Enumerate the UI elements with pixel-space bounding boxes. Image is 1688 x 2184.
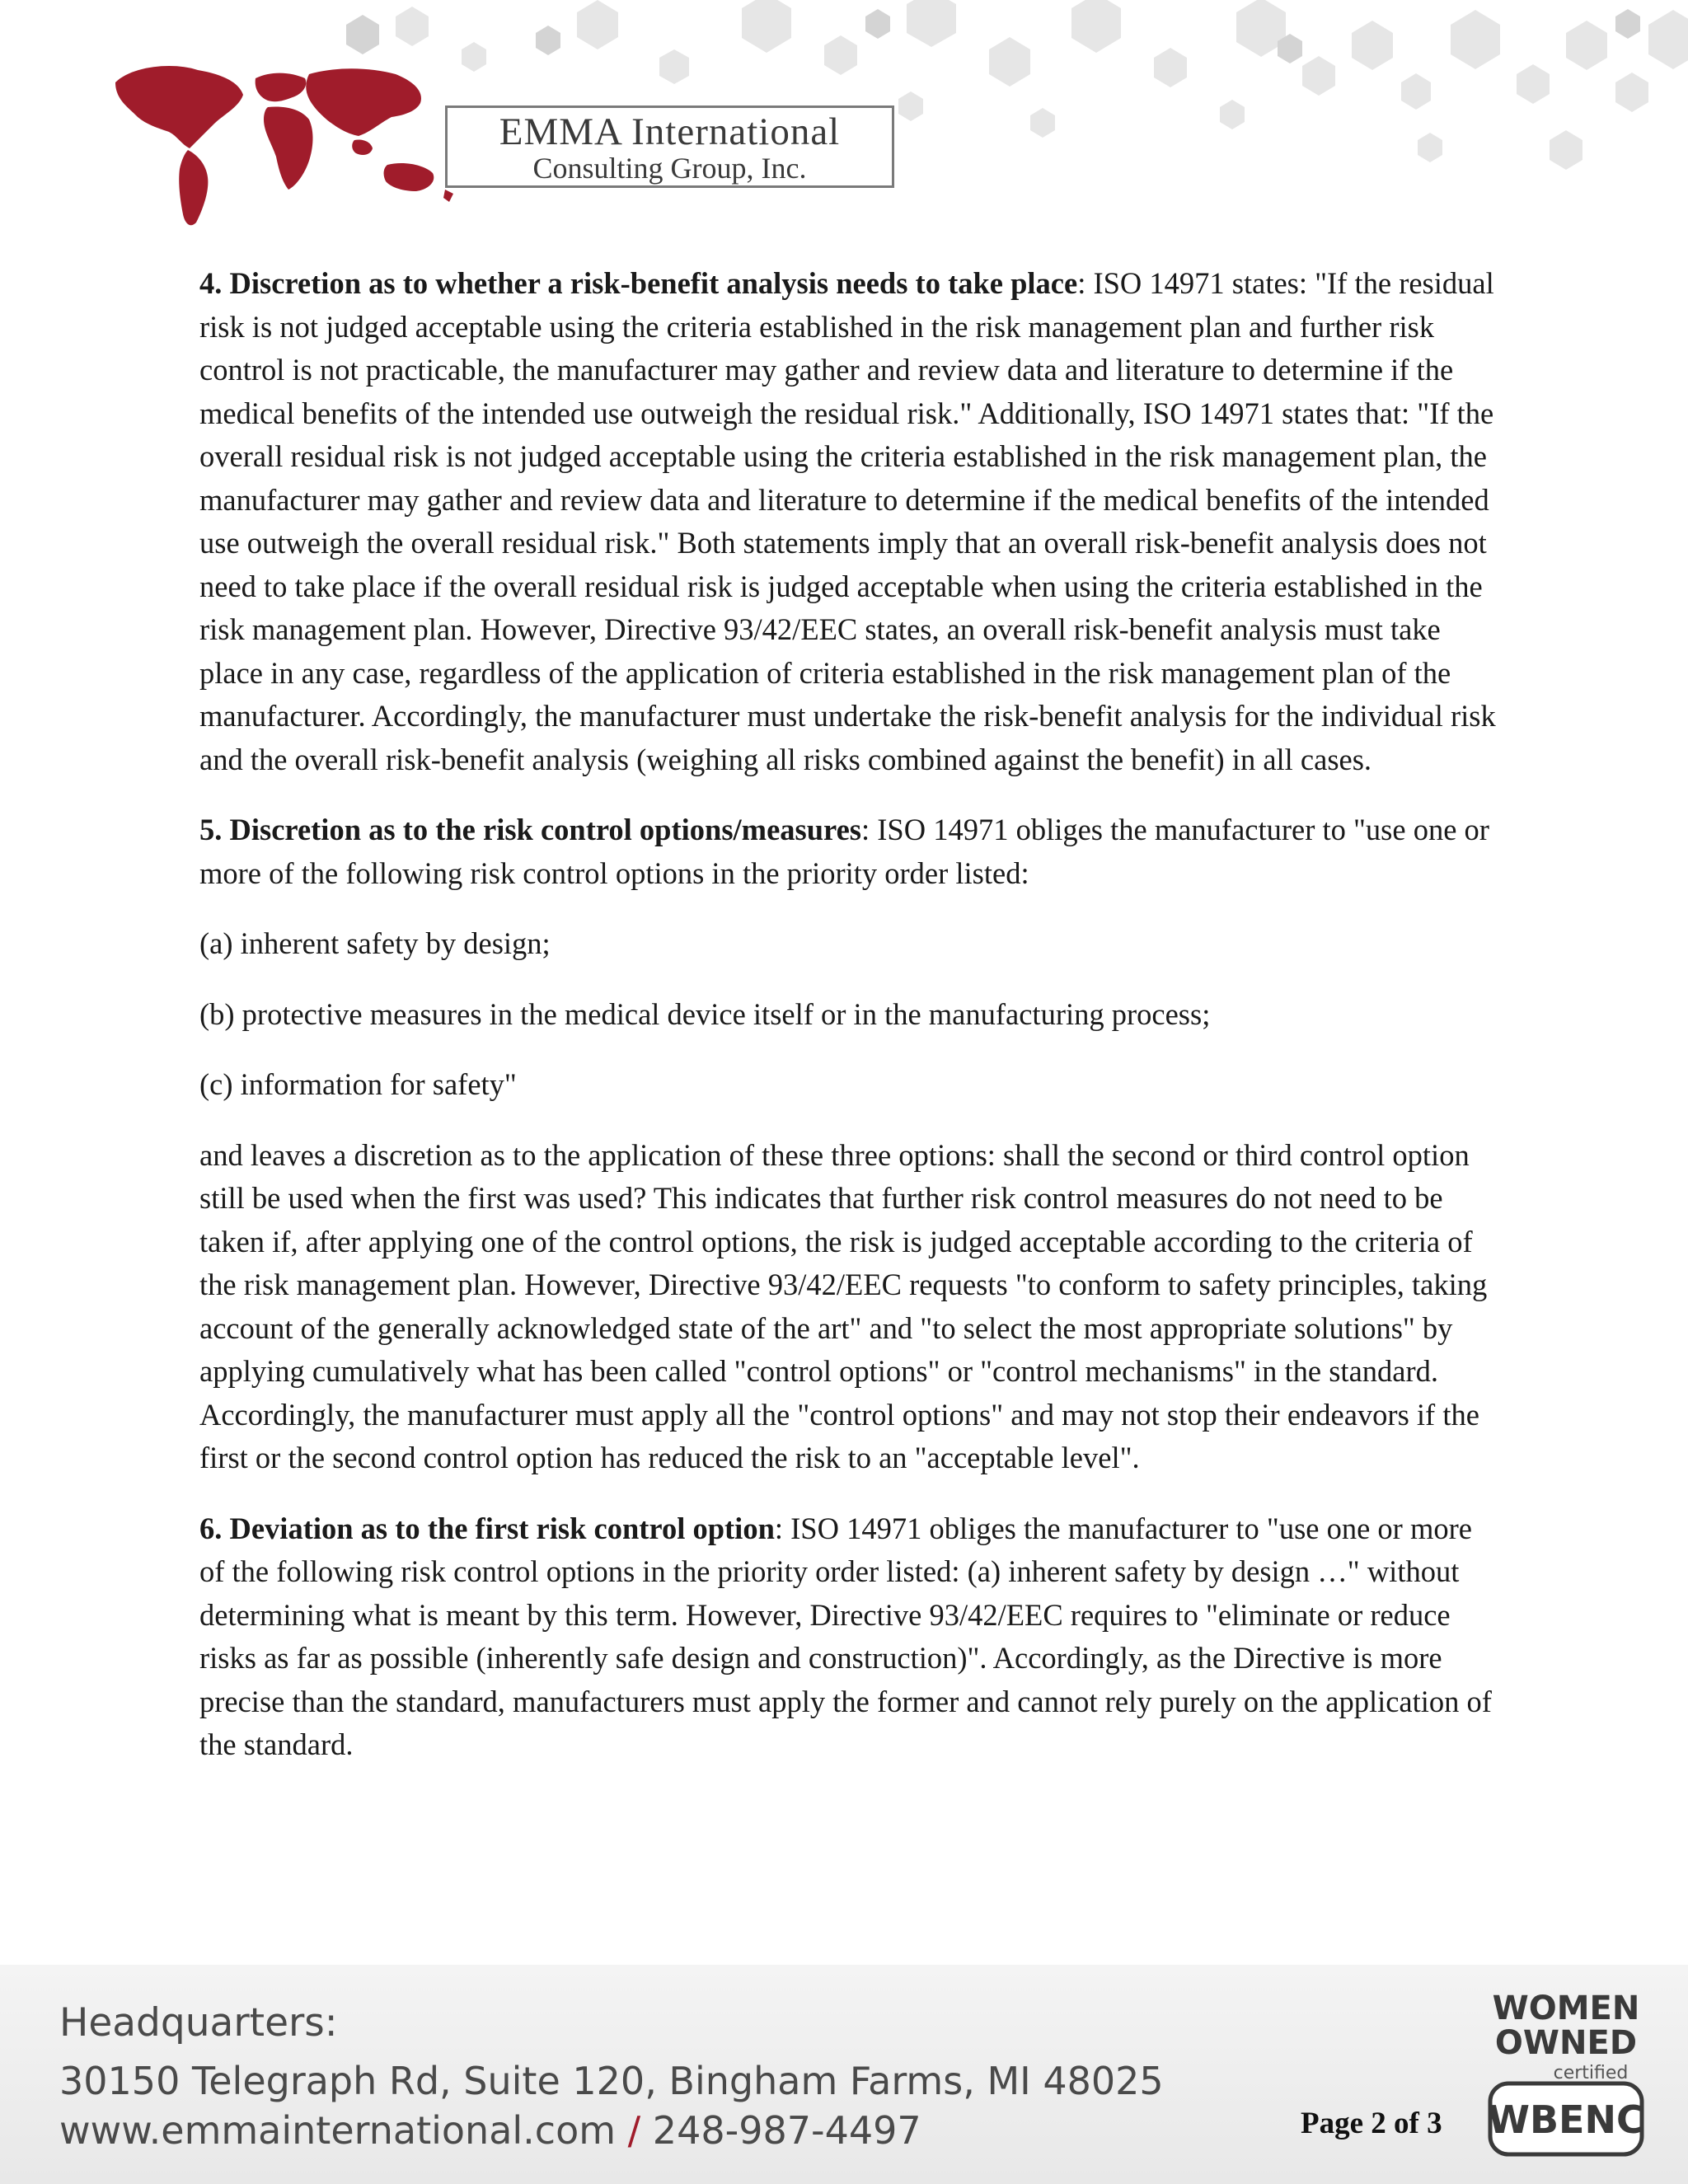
paragraph-4-heading: 4. Discretion as to whether a risk-benefit analysis needs to take place bbox=[199, 266, 1078, 300]
option-a: (a) inherent safety by design; bbox=[199, 926, 551, 960]
logo-company-name: EMMA International bbox=[499, 110, 841, 153]
paragraph-6-heading: 6. Deviation as to the first risk control option bbox=[199, 1511, 775, 1545]
paragraph-4 bbox=[199, 262, 1502, 781]
paragraph-5-heading: 5. Discretion as to the risk control options/measures bbox=[199, 813, 861, 846]
world-map-logo bbox=[99, 58, 462, 239]
footer-headquarters-label: Headquarters: bbox=[59, 2000, 338, 2046]
footer-address: 30150 Telegraph Rd, Suite 120, Bingham Farms, MI 48025 bbox=[59, 2059, 1164, 2103]
footer-contact bbox=[59, 2106, 921, 2155]
women-owned-wbenc-badge bbox=[1484, 1986, 1648, 2168]
paragraph-5 bbox=[199, 808, 1502, 895]
badge-owned-text: OWNED bbox=[1494, 2024, 1638, 2062]
badge-wbenc-text: WBENC bbox=[1488, 2097, 1644, 2142]
option-b: (b) protective measures in the medical device itself or in the manufacturing process; bbox=[199, 996, 1211, 1031]
paragraph-5-continued: and leaves a discretion as to the application of these three options: shall the second or third control option still be used when the first was used? This indicates that further risk control measures do not need to be taken if, after applying one of the control options, the risk is judged acceptable according to the criteria of the risk management plan. However, Directive 93/42/EEC requests "to conform to safety principles, taking account of the generally acknowledged state of the art" and "to select the most appropriate solutions" by applying cumulatively what has been called "control options" or "control mechanisms" in the standard. Accordingly, the manufacturer must apply all the "control options" and may not stop their endeavors if the first or the second control option has reduced the risk to an "acceptable level". bbox=[199, 1137, 1488, 1474]
company-logo bbox=[445, 105, 894, 188]
footer-website-link[interactable]: www.emmainternational.com bbox=[59, 2108, 617, 2153]
paragraph-5-text: : ISO 14971 obliges the manufacturer to "use one or more of the following risk control options in the priority order listed: bbox=[199, 813, 1489, 890]
logo-company-subtitle: Consulting Group, Inc. bbox=[532, 152, 807, 185]
paragraph-6-text: : ISO 14971 obliges the manufacturer to "use one or more of the following risk control options in the priority order listed: (a) inherent safety by design …" without determining what is meant by this term. However, Directive 93/42/EEC requires to "eliminate or reduce risks as far as possible (inherently safe design and construction)". Accordingly, as the Directive is more precise than the standard, manufacturers must apply the former and cannot rely purely on the application of the standard. bbox=[199, 1511, 1492, 1761]
document-body bbox=[199, 262, 1502, 1794]
page-number: Page 2 of 3 bbox=[1301, 2107, 1442, 2140]
badge-certified-text: certified bbox=[1553, 2063, 1629, 2083]
option-c: (c) information for safety" bbox=[199, 1067, 517, 1101]
paragraph-4-text: : ISO 14971 states: "If the residual risk is not judged acceptable using the criteria established in the risk management plan and further risk control is not practicable, the manufacturer may gather and review data and literature to determine if the medical benefits of the intended use outweigh the residual risk." Additionally, ISO 14971 states that: "If the overall residual risk is not judged acceptable using the criteria established in the risk management plan, the manufacturer may gather and review data and literature to determine if the medical benefits of the intended use outweigh the overall residual risk." Both statements imply that an overall risk-benefit analysis does not need to take place if the overall residual risk is judged acceptable when using the criteria established in the risk management plan. However, Directive 93/42/EEC states, an overall risk-benefit analysis must take place in any case, regardless of the application of criteria established in the risk management plan of the manufacturer. Accordingly, the manufacturer must undertake the risk-benefit analysis for the individual risk and the overall risk-benefit analysis (weighing all risks combined against the benefit) in all cases. bbox=[199, 266, 1496, 776]
paragraph-6 bbox=[199, 1507, 1502, 1767]
badge-women-text: WOMEN bbox=[1492, 1990, 1640, 2027]
footer-separator: / bbox=[616, 2108, 653, 2153]
footer-phone: 248-987-4497 bbox=[652, 2108, 921, 2153]
